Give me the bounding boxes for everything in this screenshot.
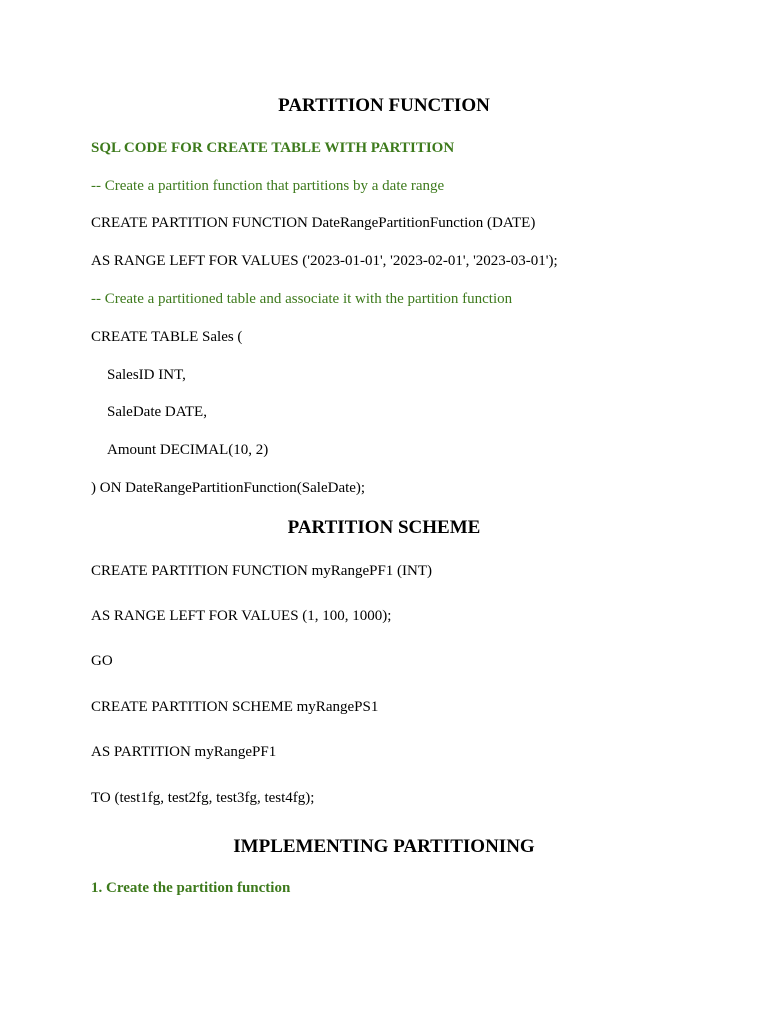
code-line: SalesID INT, xyxy=(107,367,186,383)
heading-partition-scheme: PARTITION SCHEME xyxy=(287,517,481,538)
code-line: GO xyxy=(91,653,113,669)
code-line: AS RANGE LEFT FOR VALUES ('2023-01-01', '2023-02-01', '2023-03-01'); xyxy=(91,253,558,269)
code-line: CREATE PARTITION FUNCTION myRangePF1 (INT) xyxy=(91,563,433,579)
subheading-sql-code: SQL CODE FOR CREATE TABLE WITH PARTITION xyxy=(91,140,455,156)
heading-partition-function: PARTITION FUNCTION xyxy=(278,95,490,116)
code-line: CREATE PARTITION FUNCTION DateRangePartitionFunction (DATE) xyxy=(91,215,536,231)
code-line: AS RANGE LEFT FOR VALUES (1, 100, 1000); xyxy=(91,608,392,624)
code-line: SaleDate DATE, xyxy=(107,404,207,420)
step-create-partition-function: 1. Create the partition function xyxy=(91,880,291,896)
code-line: CREATE PARTITION SCHEME myRangePS1 xyxy=(91,699,379,715)
heading-implementing-partitioning: IMPLEMENTING PARTITIONING xyxy=(233,836,535,857)
code-line: TO (test1fg, test2fg, test3fg, test4fg); xyxy=(91,790,315,806)
code-comment-partitioned-table: -- Create a partitioned table and associate it with the partition function xyxy=(91,291,513,307)
code-line: AS PARTITION myRangePF1 xyxy=(91,744,277,760)
code-comment-date-range: -- Create a partition function that partitions by a date range xyxy=(91,178,445,194)
code-line: Amount DECIMAL(10, 2) xyxy=(107,442,269,458)
code-line: ) ON DateRangePartitionFunction(SaleDate); xyxy=(91,480,366,496)
code-line: CREATE TABLE Sales ( xyxy=(91,329,243,345)
